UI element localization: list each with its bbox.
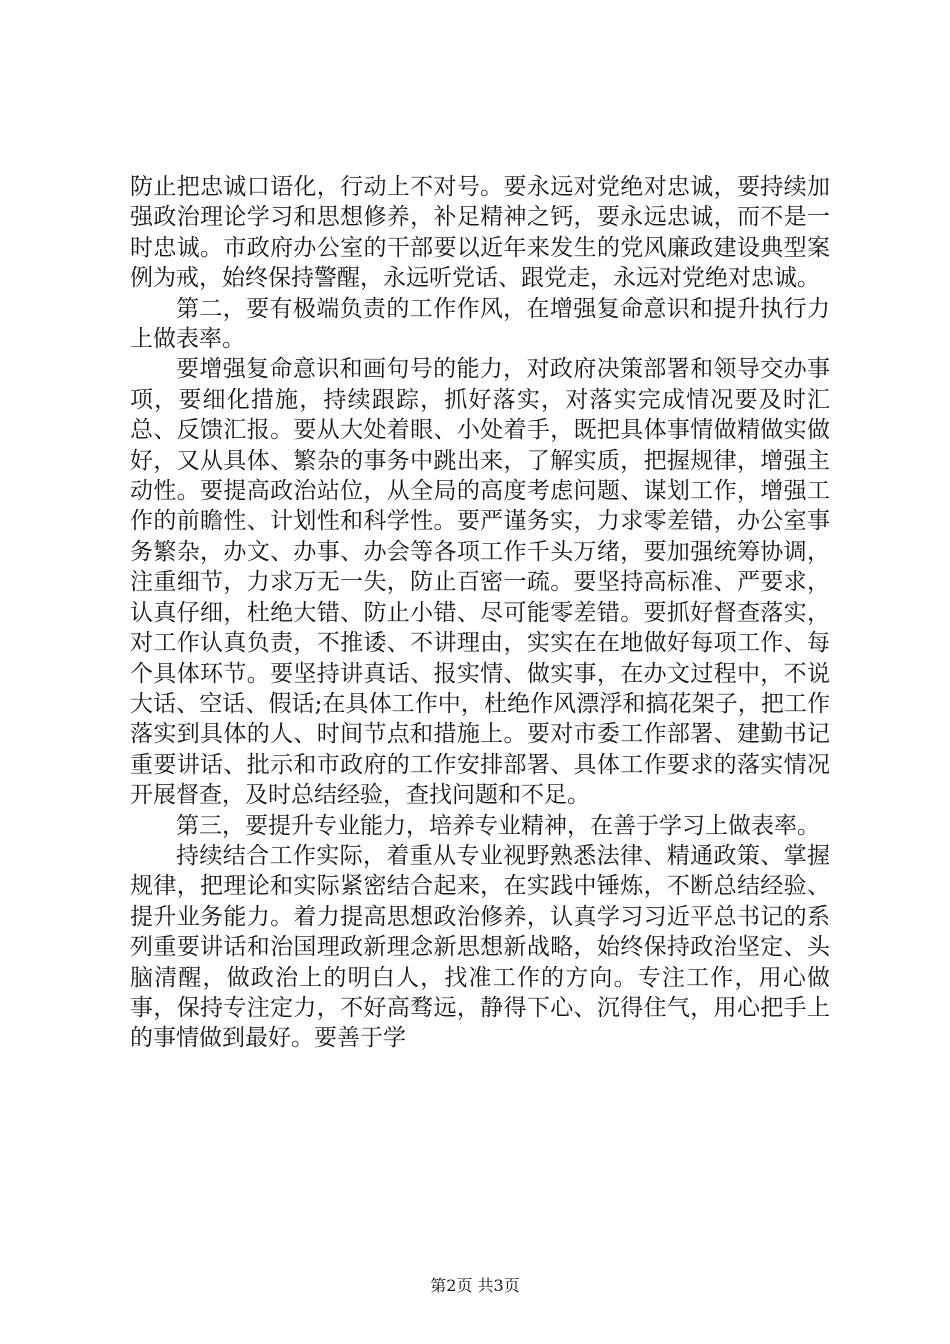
document-body xyxy=(130,172,830,1054)
paragraph-2-heading: 第二，要有极端负责的工作作风，在增强复命意识和提升执行力上做表率。 xyxy=(130,295,830,353)
paragraph-1: 防止把忠诚口语化，行动上不对号。要永远对党绝对忠诚，要持续加强政治理论学习和思想修养，补足精神之钙，要永远忠诚，而不是一时忠诚。市政府办公室的干部要以近年来发生的党风廉政建设典型案例为戒，始终保持警醒，永远听党话、跟党走，永远对党绝对忠诚。 xyxy=(130,174,830,292)
page-footer: 第2页 共3页 xyxy=(430,1276,520,1295)
paragraph-3: 要增强复命意识和画句号的能力，对政府决策部署和领导交办事项，要细化措施，持续跟踪，抓好落实，对落实完成情况要及时汇总、反馈汇报。要从大处着眼、小处着手，既把具体事情做精做实做好，又从具体、繁杂的事务中跳出来，了解实质，把握规律，增强主动性。要提高政治站位，从全局的高度考虑问题、谋划工作，增强工作的前瞻性、计划性和科学性。要严谨务实，力求零差错，办公室事务繁杂，办文、办事、办会等各项工作千头万绪，要加强统筹协调，注重细节，力求万无一失，防止百密一疏。要坚持高标准、严要求，认真仔细，杜绝大错、防止小错、尽可能零差错。要抓好督查落实，对工作认真负责，不推诿、不讲理由，实实在在地做好每项工作、每个具体环节。要坚持讲真话、报实情、做实事，在办文过程中，不说大话、空话、假话;在具体工作中，杜绝作风漂浮和搞花架子，把工作落实到具体的人、时间节点和措施上。要对市委工作部署、建勤书记重要讲话、批示和市政府的工作安排部署、具体工作要求的落实情况开展督查，及时总结经验，查找问题和不足。 xyxy=(130,356,830,809)
paragraph-4-heading: 第三，要提升专业能力，培养专业精神，在善于学习上做表率。 xyxy=(176,812,820,839)
paragraph-5: 持续结合工作实际，着重从专业视野熟悉法律、精通政策、掌握规律，把理论和实际紧密结合起来，在实践中锤炼，不断总结经验、提升业务能力。着力提高思想政治修养，认真学习习近平总书记的系列重要讲话和治国理政新理念新思想新战略，始终保持政治坚定、头脑清醒，做政治上的明白人，找准工作的方向。专注工作，用心做事，保持专注定力，不好高骛远，静得下心、沉得住气，用心把手上的事情做到最好。要善于学 xyxy=(130,842,830,1052)
